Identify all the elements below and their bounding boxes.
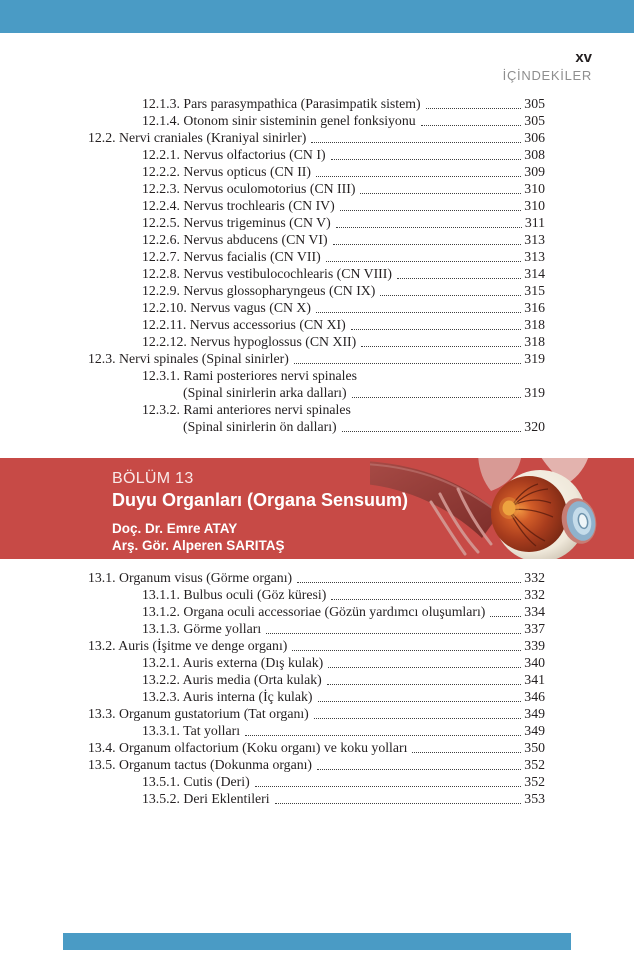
toc-section-chapter12 <box>88 95 545 435</box>
dot-leader <box>340 210 522 211</box>
dot-leader <box>331 599 521 600</box>
dot-leader <box>326 261 522 262</box>
toc-entry-title: (Spinal sinirlerin ön dalları) <box>183 419 337 434</box>
toc-entry <box>88 654 545 671</box>
toc-entry <box>88 112 545 129</box>
toc-entry <box>88 620 545 637</box>
toc-entry-page: 319 <box>524 351 545 366</box>
toc-entry-title: 13.2.3. Auris interna (İç kulak) <box>142 689 313 704</box>
dot-leader <box>266 633 521 634</box>
dot-leader <box>275 803 522 804</box>
toc-entry-page: 318 <box>524 334 545 349</box>
toc-entry <box>88 569 545 586</box>
dot-leader <box>331 159 522 160</box>
chapter-title: Duyu Organları (Organa Sensuum) <box>112 490 409 510</box>
page-header <box>503 49 592 85</box>
dot-leader <box>490 616 521 617</box>
toc-entry <box>88 197 545 214</box>
toc-entry <box>88 773 545 790</box>
toc-entry-title: 12.2.12. Nervus hypoglossus (CN XII) <box>142 334 357 349</box>
dot-leader <box>421 125 522 126</box>
dot-leader <box>380 295 521 296</box>
toc-entry-title: 12.3.2. Rami anteriores nervi spinales <box>142 402 351 417</box>
top-accent-bar <box>0 0 634 33</box>
dot-leader <box>316 312 521 313</box>
chapter-banner <box>0 458 634 559</box>
toc-entry-title: 13.5.1. Cutis (Deri) <box>142 774 250 789</box>
toc-entry <box>88 705 545 722</box>
chapter-authors <box>112 520 408 554</box>
toc-entry <box>88 299 545 316</box>
toc-entry <box>88 265 545 282</box>
dot-leader <box>328 667 521 668</box>
dot-leader <box>397 278 521 279</box>
dot-leader <box>351 329 522 330</box>
toc-entry-page: 315 <box>524 283 545 298</box>
toc-entry-page: 339 <box>524 638 545 653</box>
toc-entry-title: 12.2.3. Nervus oculomotorius (CN III) <box>142 181 356 196</box>
dot-leader <box>316 176 521 177</box>
dot-leader <box>255 786 522 787</box>
dot-leader <box>342 431 522 432</box>
toc-entry <box>88 214 545 231</box>
chapter-author: Doç. Dr. Emre ATAY <box>112 521 238 536</box>
chapter-kicker: BÖLÜM 13 <box>112 470 194 487</box>
toc-entry-page: 311 <box>524 215 545 230</box>
toc-entry-title: 12.3.1. Rami posteriores nervi spinales <box>142 368 357 383</box>
dot-leader <box>412 752 521 753</box>
dot-leader <box>333 244 522 245</box>
toc-entry-title: 13.2.2. Auris media (Orta kulak) <box>142 672 322 687</box>
toc-entry <box>88 129 545 146</box>
toc-entry-page: 310 <box>524 198 545 213</box>
toc-entry <box>88 671 545 688</box>
toc-entry-title: 12.3. Nervi spinales (Spinal sinirler) <box>88 351 289 366</box>
toc-entry-page: 314 <box>524 266 545 281</box>
dot-leader <box>311 142 521 143</box>
toc-entry-title: 12.2. Nervi craniales (Kraniyal sinirler) <box>88 130 307 145</box>
page-number: xv <box>575 49 592 66</box>
toc-entry-title: 13.2.1. Auris externa (Dış kulak) <box>142 655 324 670</box>
toc-entry-page: 346 <box>524 689 545 704</box>
dot-leader <box>361 346 521 347</box>
dot-leader <box>327 684 522 685</box>
toc-entry-title: 13.3.1. Tat yolları <box>142 723 241 738</box>
dot-leader <box>317 769 521 770</box>
toc-entry-page: 320 <box>524 419 545 434</box>
toc-entry-title: 12.2.1. Nervus olfactorius (CN I) <box>142 147 326 162</box>
toc-entry-title: 13.1.1. Bulbus oculi (Göz küresi) <box>142 587 327 602</box>
toc-entry <box>88 418 545 435</box>
toc-entry-page: 318 <box>524 317 545 332</box>
toc-entry <box>88 586 545 603</box>
toc-entry <box>88 603 545 620</box>
toc-entry-title: 13.4. Organum olfactorium (Koku organı) ve koku yolları <box>88 740 408 755</box>
page-header-title: İÇİNDEKİLER <box>502 68 592 83</box>
toc-entry-title: 12.2.4. Nervus trochlearis (CN IV) <box>142 198 335 213</box>
toc-entry-page: 332 <box>524 570 545 585</box>
toc-entry-page: 334 <box>524 604 545 619</box>
toc-entry <box>88 401 545 418</box>
dot-leader <box>426 108 522 109</box>
bottom-accent-bar <box>63 933 571 950</box>
toc-entry-title: 12.2.8. Nervus vestibulocochlearis (CN VIII) <box>142 266 392 281</box>
toc-entry-page: 316 <box>524 300 545 315</box>
toc-entry-title: 12.2.2. Nervus opticus (CN II) <box>142 164 311 179</box>
toc-entry-title: (Spinal sinirlerin arka dalları) <box>183 385 347 400</box>
toc-entry <box>88 163 545 180</box>
dot-leader <box>297 582 521 583</box>
chapter-author: Arş. Gör. Alperen SARITAŞ <box>112 538 285 553</box>
toc-entry-page: 337 <box>524 621 545 636</box>
toc-entry-page: 349 <box>524 706 545 721</box>
toc-entry-title: 13.3. Organum gustatorium (Tat organı) <box>88 706 309 721</box>
toc-entry <box>88 248 545 265</box>
toc-entry-title: 12.2.11. Nervus accessorius (CN XI) <box>142 317 346 332</box>
toc-entry-title: 13.2. Auris (İşitme ve denge organı) <box>88 638 288 653</box>
toc-entry <box>88 146 545 163</box>
toc-entry-page: 309 <box>524 164 545 179</box>
toc-entry <box>88 790 545 807</box>
eye-anatomy-illustration <box>370 458 634 559</box>
toc-entry-page: 349 <box>524 723 545 738</box>
toc-section-chapter13 <box>88 569 545 807</box>
toc-entry-title: 13.1.3. Görme yolları <box>142 621 262 636</box>
toc-entry <box>88 282 545 299</box>
toc-entry-page: 341 <box>524 672 545 687</box>
toc-entry-title: 13.1. Organum visus (Görme organı) <box>88 570 293 585</box>
toc-entry <box>88 739 545 756</box>
toc-entry-title: 12.2.6. Nervus abducens (CN VI) <box>142 232 328 247</box>
toc-entry-page: 332 <box>524 587 545 602</box>
dot-leader <box>318 701 522 702</box>
toc-entry-title: 12.2.5. Nervus trigeminus (CN V) <box>142 215 331 230</box>
toc-entry-page: 319 <box>524 385 545 400</box>
toc-entry <box>88 350 545 367</box>
toc-entry-title: 13.5.2. Deri Eklentileri <box>142 791 270 806</box>
toc-entry-page: 352 <box>524 757 545 772</box>
toc-entry <box>88 180 545 197</box>
dot-leader <box>360 193 521 194</box>
toc-entry-page: 310 <box>524 181 545 196</box>
dot-leader <box>294 363 522 364</box>
dot-leader <box>292 650 521 651</box>
dot-leader <box>245 735 521 736</box>
toc-entry <box>88 231 545 248</box>
toc-entry-page: 353 <box>524 791 545 806</box>
dot-leader <box>336 227 522 228</box>
toc-entry-page: 306 <box>524 130 545 145</box>
toc-entry <box>88 316 545 333</box>
dot-leader <box>352 397 522 398</box>
toc-entry <box>88 722 545 739</box>
toc-entry-page: 313 <box>524 232 545 247</box>
toc-entry <box>88 384 545 401</box>
toc-entry-page: 352 <box>524 774 545 789</box>
toc-entry <box>88 688 545 705</box>
toc-entry-page: 305 <box>524 113 545 128</box>
toc-entry <box>88 333 545 350</box>
toc-entry <box>88 637 545 654</box>
toc-entry <box>88 367 545 384</box>
toc-entry-title: 13.1.2. Organa oculi accessoriae (Gözün yardımcı oluşumları) <box>142 604 486 619</box>
toc-entry <box>88 95 545 112</box>
toc-entry-title: 13.5. Organum tactus (Dokunma organı) <box>88 757 313 772</box>
toc-entry-page: 308 <box>524 147 545 162</box>
toc-entry-title: 12.2.10. Nervus vagus (CN X) <box>142 300 311 315</box>
chapter-banner-text <box>112 469 408 554</box>
toc-entry-page: 340 <box>524 655 545 670</box>
toc-entry <box>88 756 545 773</box>
toc-entry-page: 313 <box>524 249 545 264</box>
toc-entry-title: 12.1.3. Pars parasympathica (Parasimpatik sistem) <box>142 96 421 111</box>
toc-entry-title: 12.2.9. Nervus glossopharyngeus (CN IX) <box>142 283 376 298</box>
toc-entry-title: 12.1.4. Otonom sinir sisteminin genel fonksiyonu <box>142 113 416 128</box>
dot-leader <box>314 718 522 719</box>
toc-entry-page: 350 <box>524 740 545 755</box>
toc-entry-title: 12.2.7. Nervus facialis (CN VII) <box>142 249 321 264</box>
toc-entry-page: 305 <box>524 96 545 111</box>
